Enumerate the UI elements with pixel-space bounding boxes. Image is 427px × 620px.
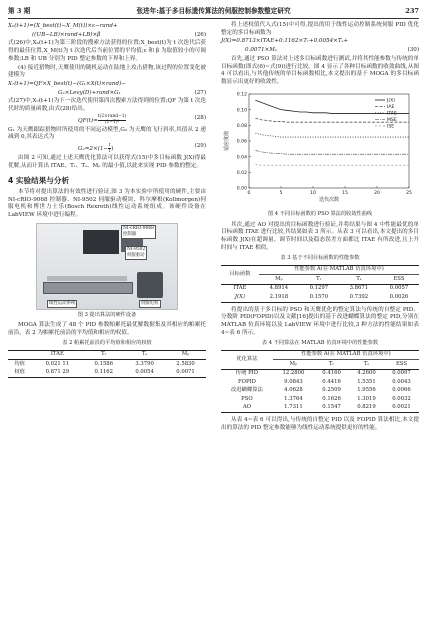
- legend-label: ITAE: [387, 111, 397, 117]
- paragraph: (4) 接近猎物时,天鹰使用的随机运动在陆地上攻击猎物,该过程的位置变化被建模为: [8, 64, 206, 79]
- table-header-row: Mₚ Tᵣ Tₛ ESS: [221, 360, 419, 369]
- series-line: [255, 150, 409, 154]
- paragraph: 式(27)中,X₇(t+1)为下一次迭代使用第四次搜索方法得到的位置;QF 为第 t 次迭代时的质量函数,由式(28)给出。: [8, 98, 206, 113]
- series-line: [255, 100, 409, 113]
- x-tick-label: 5: [279, 190, 283, 196]
- section-heading: 4 实验结果与分析: [8, 175, 70, 185]
- table-4: [221, 350, 419, 413]
- paragraph: 将上述权值代入式(15)中可得,提出的用于线性运动控制系统伺服 PID 优化整定的多目标函数为: [221, 22, 419, 36]
- paragraph: 将提出的基于多目标的 PSO 和天鹰优化的整定算法与传统的自整定 PID、分数阶 PID(FOPID)以及文献[16]提出的基于改进蝴蝶算法的整定 PID,分别在 MATLAB 仿真环境以及 LabVIEW 环境中进行比较,3 种方法的性能结果如表 4~表 6 所示。: [221, 306, 419, 336]
- paragraph: 其次,通过 AO 对提出的目标函数进行验证,并将结果与图 4 中性能最优的单目标函数 ITAE 进行比较,其结果如表 3 所示。从表 3 可以看出,本文提出的多目标函数 J(X)在超调量、调节时间以及稳态误差方面都比 ITAE 有所改进,且上升时间与 ITAE 相似。: [221, 221, 419, 251]
- right-column: [221, 22, 419, 434]
- x-axis-label: 迭代次数: [318, 196, 340, 203]
- table-2: [8, 350, 206, 378]
- convergence-chart: [221, 88, 419, 206]
- y-tick-label: 0.10: [236, 108, 247, 114]
- paragraph: 由图 2 可知,通过上述天鹰优化算法可以获得式(15)中多目标函数 J(X)得最优解,从而计算出 ITAE、Tᵣ、Tₛ、Mₚ 的最小值,以此来实现 PID 参数的整定。: [8, 155, 206, 169]
- equation-29: G₂=2×(1− $\frac{t}{T}$ ) (29): [78, 143, 206, 155]
- legend-label: MSE: [387, 117, 397, 123]
- controller-shape: [83, 230, 119, 254]
- table-row: FOPID 9.0843 0.4416 1.5351 0.0043: [237, 378, 411, 385]
- table-row: PSO 1.3764 0.1626 1.3019 0.0032: [241, 395, 411, 402]
- figure-caption: 图 3 提出算法的硬件设备: [77, 311, 137, 318]
- x-tick-label: 0: [247, 190, 251, 196]
- running-title: 张进年:基于多目标遗传算法的伺服控制参数整定研究: [136, 7, 291, 15]
- hardware-photo: [36, 223, 178, 310]
- table-row: 传统 PID 12.2800 0.4160 4.2600 0.0097: [235, 370, 411, 377]
- y-tick-label: 0.12: [236, 92, 247, 98]
- equation-28: QF(t)= t(2×rand−1) (1−T)² (28): [78, 113, 206, 125]
- table-row: J(X) 2.1918 0.1570 0.7392 0.0026: [221, 293, 419, 302]
- table-header-row: ITAE Tᵣ Tₛ Mₚ: [8, 350, 206, 359]
- equation-30: J(X)=0.8713×ITAE+0.1162×Tᵣ+0.0054×Tₛ+: [221, 38, 349, 45]
- rail-carriage: [47, 276, 127, 281]
- table-3: [221, 265, 419, 303]
- x-tick-label: 25: [406, 190, 412, 196]
- x-tick-label: 20: [374, 190, 380, 196]
- table-header-row: Mₚ Tᵣ Tₛ ESS: [221, 275, 419, 284]
- figure-caption: 图 4 不同目标函数的 PSO 算法的收敛性曲线: [267, 211, 373, 218]
- series-line: [255, 133, 409, 137]
- photo-label: 伺服电机: [139, 300, 161, 308]
- equation-27-cont: G₂×Levy(D)+rand×G₁ (27): [58, 89, 206, 96]
- legend-label: ISE: [387, 124, 395, 130]
- page-number: 237: [405, 7, 419, 15]
- linear-rail: [43, 282, 133, 294]
- table-caption: 表 3 基于不同目标函数的性能参数: [280, 254, 360, 261]
- y-tick-label: 0.04: [236, 155, 247, 161]
- y-tick-label: 0.06: [236, 139, 247, 145]
- x-tick-label: 15: [342, 190, 348, 196]
- paragraph: 式(26)中,X₆(t+1)为第三阶段的搜索方法获得的位置;X_best(t)为 t 次迭代后获得的最佳位置,X_M(t)为 t 次迭代后当前位置的平均值;ε 和 β 为取值较小的可调参数;LB 和 UB 分别为 PID 整定参数的下界和上界。: [8, 40, 206, 62]
- photo-label: NI-9502 伺服驱动: [125, 246, 147, 260]
- table-header-row: 目标函数 性能参数 A(在 MATLAB 仿真环境中): [221, 265, 419, 274]
- table-row: 均值 0.021 11 0.1586 3.3790 2.5830: [14, 360, 195, 367]
- series-line: [255, 164, 409, 165]
- running-header: [8, 5, 419, 19]
- photo-label: 线性运动系统: [47, 300, 77, 308]
- table-row: 改进蝴蝶算法 4.0628 0.2509 1.9556 0.0066: [231, 387, 411, 394]
- equation-30-cont: 0.0071×Mₚ (30): [245, 47, 419, 54]
- equation-26: X₆(t+1)=(X_best(t)−X_M(t))×ε−rand+: [8, 23, 118, 29]
- equation-27: X₇(t+1)=QF×X_best(t)−(G₁×X(t)×rand)−: [8, 81, 126, 88]
- paragraph: 首先,通过 PSO 算法对上述多目标函数进行测试,并将其性能参数与传统的单目标函数(即式(6)~式(9))进行比较。图 4 显示了各种目标函数的收敛曲线,从图 4 可以看出,与其他传统的单目标函数相比,本文提出的基于 MOGA 的多目标函数显示出更好的收敛性。: [221, 55, 419, 86]
- y-tick-label: 0.02: [236, 170, 247, 176]
- left-column: [8, 22, 206, 382]
- photo-label: NI-cRIO-9068 控制器: [121, 225, 156, 239]
- paragraph: 从表 4~表 6 可以得出,与传统的自整定 PID 以及 FOPID 算法相比,本文提出的算法的 PID 整定参数能够为线性运动系统提供更好的性能。: [221, 417, 419, 431]
- table-header-row: 优化算法 性能参数 A(在 MATLAB 仿真环境中): [221, 350, 419, 359]
- y-axis-label: 适应度值: [224, 130, 230, 151]
- y-tick-label: 0.08: [236, 123, 247, 129]
- equation-26-cont: ((UB−LB)×rand+LB)×β (26): [32, 31, 206, 38]
- table-caption: 表 4 不同算法在 MATLAB 仿真环境中的性能参数: [261, 339, 379, 346]
- issue-number: 第 3 期: [8, 7, 31, 15]
- table-row: 权值 0.871 29 0.1162 0.0054 0.0071: [8, 369, 206, 378]
- legend-label: IAE: [387, 104, 395, 110]
- y-tick-label: 0.00: [236, 186, 247, 192]
- paragraph: 本节将对提出算法的有效性进行验证,图 3 为本实验中所使用的硬件,主要由 NI-cRIO-9068 控制器、NI-9502 伺服驱动模块、科尔摩根(Kollmorgen)伺服电机和博世力士乐(Bosch Rexroth)线性运动系统组成。该硬件设备在 LabVIEW 环境中进行编程。: [8, 189, 206, 219]
- plot-frame: [249, 94, 409, 188]
- table-row: ITAE 4.8914 0.1297 3.8671 0.0057: [233, 285, 409, 292]
- legend-label: J(X): [387, 98, 396, 104]
- table-caption: 表 2 帕累托前沿的平均值和相应的权值: [62, 339, 152, 346]
- paragraph: MOGA 算法生成了 48 个 PID 参数帕累托最优解数据集及其相应的帕累托前沿。表 2 为帕累托前沿的平均值和相应的权值。: [8, 322, 206, 336]
- servo-motor-shape: [137, 272, 163, 298]
- x-tick-label: 10: [310, 190, 316, 196]
- paragraph: G₁ 为天鹰跟踪猎物时所使用的不同运动模型,G₂ 为天鹰的飞行斜率,其值从 2 递减到 0,其表达式为: [8, 126, 206, 141]
- table-row: AO 1.7311 0.1547 0.8219 0.0021: [221, 404, 419, 413]
- series-line: [255, 118, 409, 122]
